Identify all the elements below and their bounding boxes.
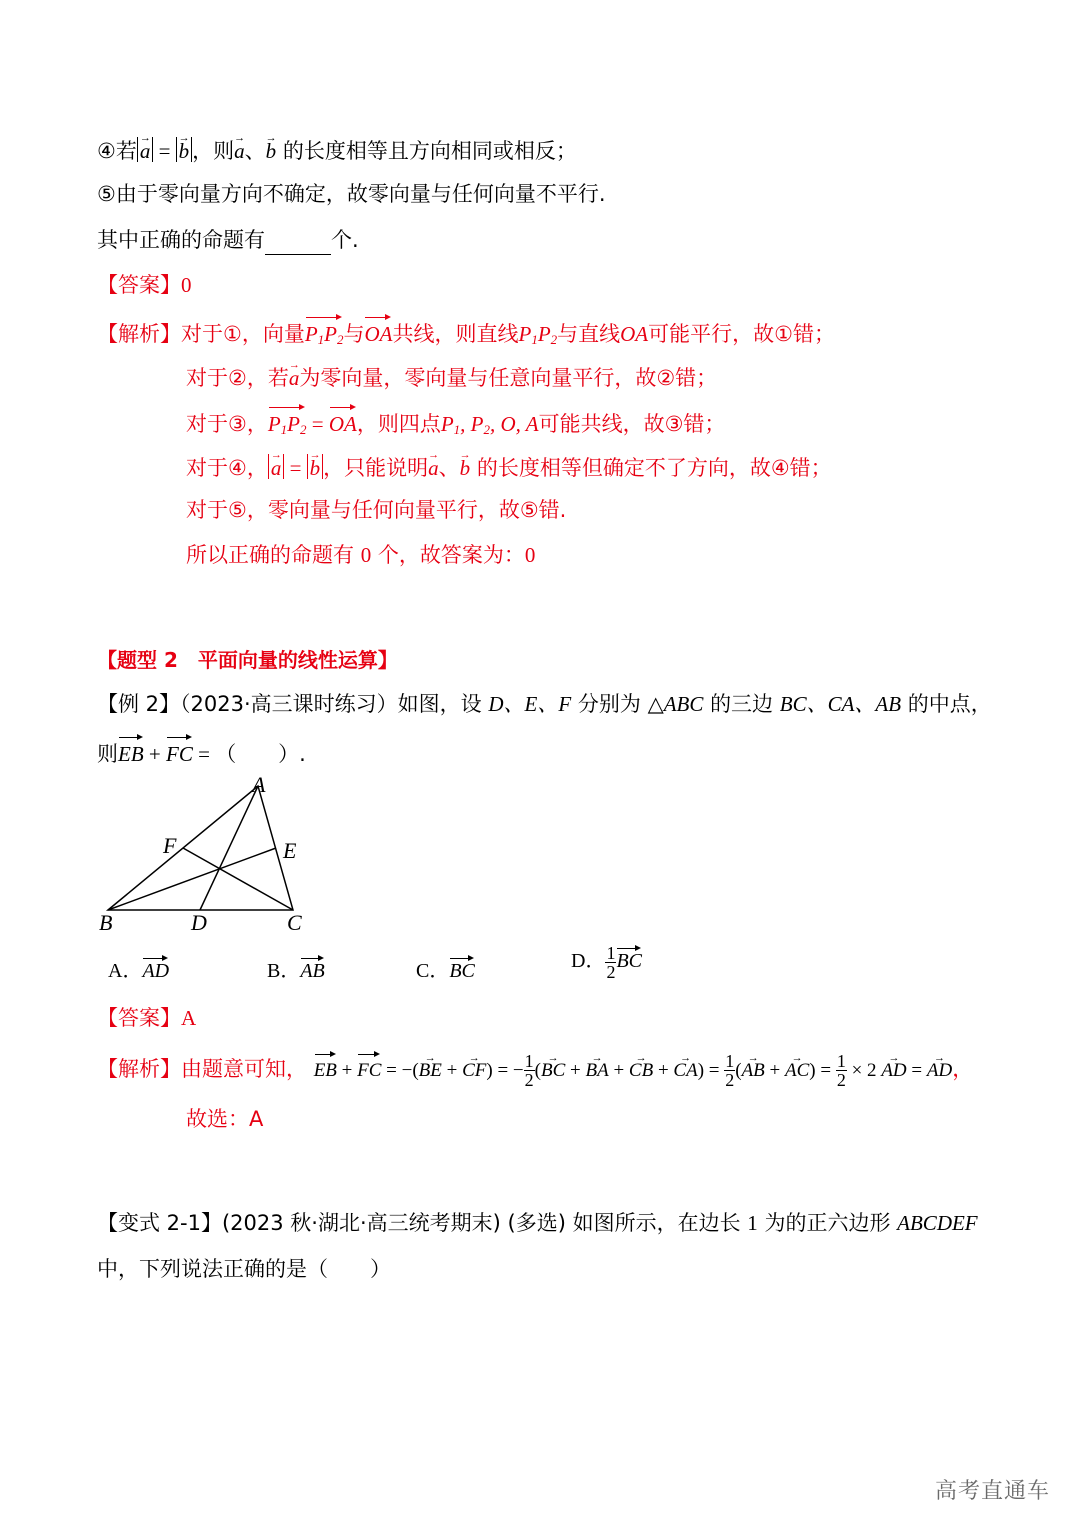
- option-a[interactable]: A．AD: [108, 954, 169, 983]
- label-d: D: [191, 910, 207, 935]
- solution-1-line-1: 【解析】对于①，向量$P_1P_2$与OA共线，则直线$P_1P_2$与直线OA可能平行，故①错；: [97, 315, 835, 355]
- median-be: [108, 848, 276, 910]
- median-cf: [183, 848, 293, 910]
- solution-1-line-5: 对于⑤，零向量与任何向量平行，故⑤错.: [186, 498, 567, 522]
- triangle-abc: [108, 786, 293, 910]
- solution-2-line-2: 故选：A: [186, 1107, 264, 1131]
- solution-1-line-4: 对于④，→ a = → b ，只能说明→ a、→ b 的长度相等但确定不了方向，故④错；: [186, 450, 832, 483]
- option-d[interactable]: D． $\frac{1}{2}$ BC: [571, 943, 643, 982]
- label-a: A: [252, 772, 266, 797]
- label-e: E: [283, 838, 297, 863]
- section-title: 【题型 2 平面向量的线性运算】: [97, 648, 398, 672]
- solution-1-line-3: 对于③，$P_1P_2$ = OA，则四点$P_1$, $P_2$, O, A可能共线，故③错；: [186, 405, 725, 445]
- statement-4: ④若→ a = → b ，则→ a、→ b 的长度相等且方向相同或相反；: [97, 133, 577, 166]
- option-b[interactable]: B．AB: [267, 954, 325, 983]
- label-c: C: [287, 910, 302, 935]
- solution-1-line-6: 所以正确的命题有 0 个，故答案为：0: [186, 543, 536, 567]
- answer-2: 【答案】A: [97, 1006, 197, 1030]
- question-prompt: 其中正确的命题有 个.: [97, 225, 359, 255]
- solution-2-line-1: 【解析】由题意可知， EB + FC = −(→ BE + → CF) = − $\frac{1}{2}$ (→ BC + → BA + → CB + → CA) = $\frac{1}{2}$ (→ AB + → AC) = $\frac{1}{2}$ × 2 → AD = → AD，: [97, 1052, 973, 1089]
- label-b: B: [99, 910, 113, 935]
- statement-5: ⑤由于零向量方向不确定，故零向量与任何向量不平行.: [97, 182, 606, 206]
- answer-1: 【答案】0: [97, 273, 192, 297]
- label-f: F: [163, 833, 177, 858]
- option-c[interactable]: C．BC: [416, 954, 475, 983]
- solution-1-line-2: 对于②，若→ a为零向量，零向量与任意向量平行，故②错；: [186, 360, 717, 393]
- example-2-line-2: 则EB + FC = （ ）.: [97, 735, 306, 769]
- answer-blank: [265, 234, 331, 255]
- variant-2-1-line-1: 【变式 2-1】(2023 秋·湖北·高三统考期末) (多选) 如图所示，在边长 1 为的正六边形 ABCDEF: [97, 1211, 978, 1235]
- watermark: 高考直通车: [934, 1479, 1050, 1504]
- example-2-line-1: 【例 2】（2023·高三课时练习）如图，设 D、E、F 分别为 △ABC 的三边 BC、CA、AB 的中点，: [97, 692, 992, 716]
- variant-2-1-line-2: 中，下列说法正确的是（ ）: [97, 1257, 391, 1281]
- triangle-figure: [95, 770, 315, 940]
- solution-2-formula: EB + FC = −(→ BE + → CF) = − $\frac{1}{2}$ (→ BC + → BA + → CB + → CA) = $\frac{1}{2}$ (→ AB + → AC) = $\frac{1}{2}$ × 2 → AD = → AD: [314, 1059, 953, 1081]
- median-ad: [200, 786, 258, 910]
